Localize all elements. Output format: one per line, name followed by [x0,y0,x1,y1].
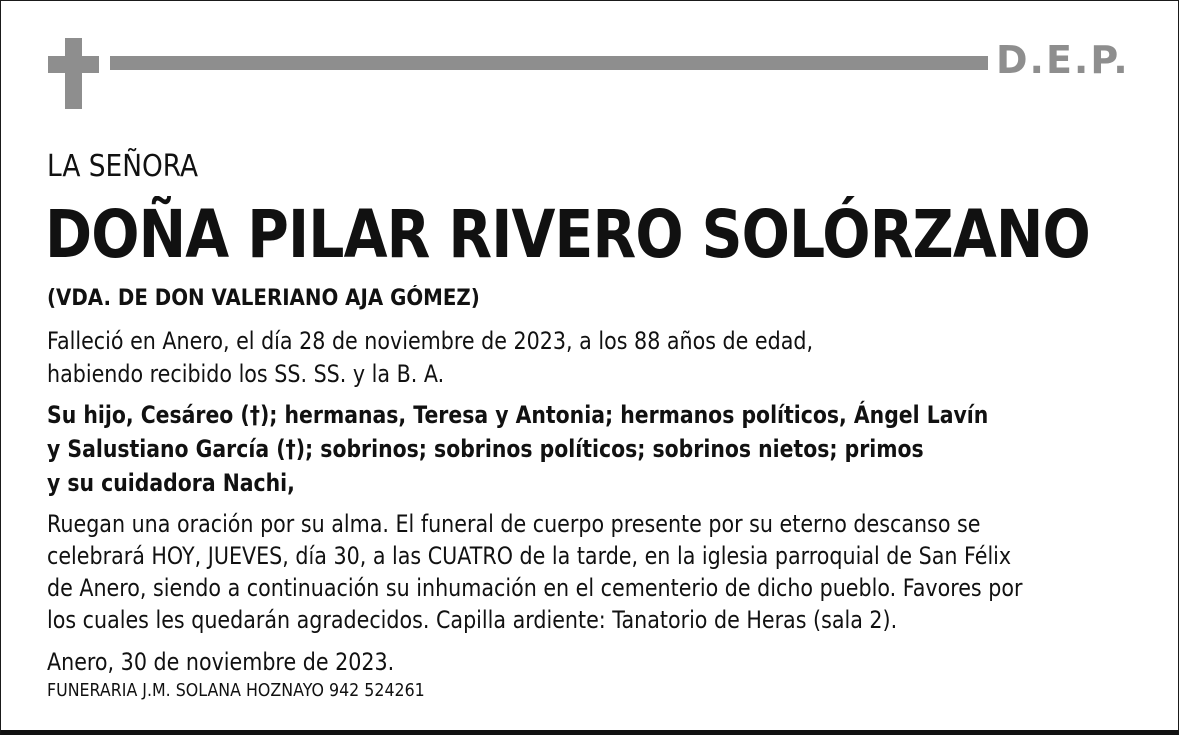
cross-icon [48,38,99,109]
death-line-2: habiendo recibido los SS. SS. y la B. A. [47,360,445,388]
funeral-line-1: Ruegan una oración por su alma. El funeral de cuerpo presente por su eterno descanso se [47,510,981,538]
family-line-2: y Salustiano García (†); sobrinos; sobrinos políticos; sobrinos nietos; primos [47,435,924,463]
dep-label: D.E.P. [996,38,1130,82]
place-date: Anero, 30 de noviembre de 2023. [47,648,395,676]
funeral-home: FUNERARIA J.M. SOLANA HOZNAYO 942 524261 [47,680,425,701]
family-line-3: y su cuidadora Nachi, [47,469,295,497]
honorific-prefix: LA SEÑORA [47,149,199,184]
family-line-1: Su hijo, Cesáreo (†); hermanas, Teresa y Antonia; hermanos políticos, Ángel Lavín [47,401,989,429]
funeral-line-2: celebrará HOY, JUEVES, día 30, a las CUATRO de la tarde, en la iglesia parroquial de San Félix [47,542,1012,570]
funeral-line-3: de Anero, siendo a continuación su inhumación en el cementerio de dicho pueblo. Favores por [47,574,1023,602]
death-line-1: Falleció en Anero, el día 28 de noviembre de 2023, a los 88 años de edad, [47,327,814,355]
widow-of-line: (VDA. DE DON VALERIANO AJA GÓMEZ) [47,286,480,311]
funeral-line-4: los cuales les quedarán agradecidos. Capilla ardiente: Tanatorio de Heras (sala 2). [47,606,898,634]
header-rule [110,56,988,70]
deceased-name: DOÑA PILAR RIVERO SOLÓRZANO [45,196,1090,273]
